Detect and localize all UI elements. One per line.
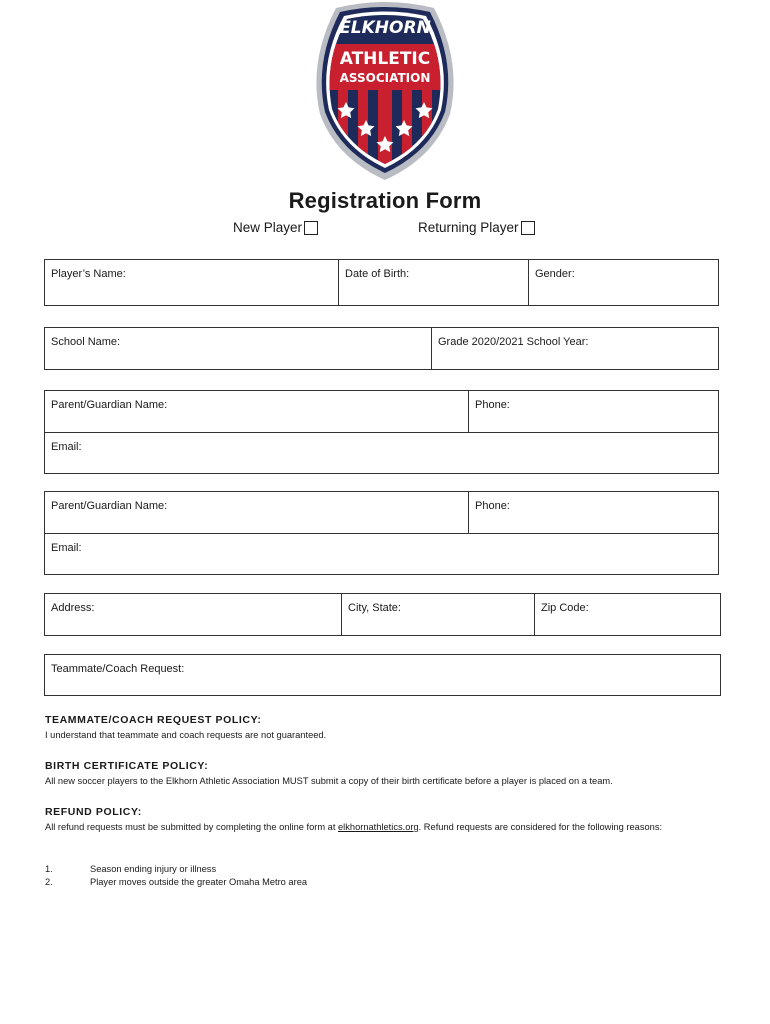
list-item-number: 2. (45, 877, 53, 887)
guardian1-email-label: Email: (51, 441, 82, 453)
new-player-option (233, 220, 318, 235)
guardian1-name-field[interactable] (45, 391, 468, 432)
guardian1-phone-label: Phone: (475, 399, 510, 411)
guardian2-name-field[interactable] (45, 492, 468, 533)
new-player-label: New Player (233, 220, 303, 235)
city-state-field[interactable] (341, 594, 534, 635)
player-name-label: Player’s Name: (51, 268, 126, 280)
school-name-field[interactable] (45, 328, 431, 369)
guardian1-phone-field[interactable] (468, 391, 718, 432)
guardian1-email-field[interactable] (45, 432, 718, 473)
gender-field[interactable] (528, 260, 718, 305)
new-player-checkbox[interactable] (304, 221, 318, 235)
refund-policy-text (45, 821, 735, 834)
player-name-field[interactable] (45, 260, 338, 305)
date-of-birth-field[interactable] (338, 260, 528, 305)
refund-policy (45, 806, 735, 834)
list-item (45, 876, 307, 889)
returning-player-checkbox[interactable] (521, 221, 535, 235)
teammate-policy-text: I understand that teammate and coach requests are not guaranteed. (45, 730, 327, 740)
guardian2-email-field[interactable] (45, 533, 718, 574)
guardian2-email-label: Email: (51, 542, 82, 554)
logo-line1: ATHLETIC (339, 49, 431, 69)
elkhorn-athletic-association-logo (312, 2, 458, 182)
gender-label: Gender: (535, 268, 575, 280)
list-item-text: Player moves outside the greater Omaha Metro area (90, 877, 308, 887)
teammate-request-section (44, 654, 721, 696)
guardian1-section (44, 390, 719, 474)
teammate-request-label: Teammate/Coach Request: (51, 663, 185, 675)
grade-field[interactable] (431, 328, 718, 369)
date-of-birth-label: Date of Birth: (345, 268, 410, 280)
guardian2-section (44, 491, 719, 575)
refund-text-after: . Refund requests are considered for the following reasons: (418, 822, 663, 832)
zip-code-label: Zip Code: (541, 602, 589, 614)
guardian2-phone-field[interactable] (468, 492, 718, 533)
player-info-section (44, 259, 719, 306)
school-section (44, 327, 719, 370)
logo-line2: ASSOCIATION (339, 71, 431, 85)
birth-policy-text: All new soccer players to the Elkhorn Athletic Association MUST submit a copy of their birth certificate before a player is placed on a team. (45, 776, 613, 786)
school-name-label: School Name: (51, 336, 121, 348)
city-state-label: City, State: (348, 602, 401, 614)
zip-code-field[interactable] (534, 594, 720, 635)
address-field[interactable] (45, 594, 341, 635)
guardian1-name-label: Parent/Guardian Name: (51, 399, 168, 411)
grade-label: Grade 2020/2021 School Year: (438, 336, 589, 348)
page-title: Registration Form (288, 188, 482, 213)
logo-top-text: ELKHORN (339, 18, 431, 38)
guardian2-phone-label: Phone: (475, 500, 510, 512)
list-item-text: Season ending injury or illness (90, 864, 217, 874)
birth-certificate-policy (45, 760, 735, 788)
list-item-number: 1. (45, 864, 53, 874)
address-label: Address: (51, 602, 95, 614)
teammate-policy-heading: TEAMMATE/COACH REQUEST POLICY: (45, 714, 262, 726)
address-section (44, 593, 721, 636)
returning-player-option (418, 220, 535, 235)
teammate-request-field[interactable] (45, 655, 720, 695)
refund-reasons-list (45, 863, 307, 889)
guardian2-name-label: Parent/Guardian Name: (51, 500, 168, 512)
birth-policy-heading: BIRTH CERTIFICATE POLICY: (45, 760, 209, 772)
returning-player-label: Returning Player (418, 220, 519, 235)
teammate-policy (45, 714, 735, 742)
refund-policy-heading: REFUND POLICY: (45, 806, 142, 818)
list-item (45, 863, 307, 876)
refund-text-before: All refund requests must be submitted by completing the online form at (45, 822, 339, 832)
refund-form-link[interactable]: elkhornathletics.org (338, 822, 419, 832)
